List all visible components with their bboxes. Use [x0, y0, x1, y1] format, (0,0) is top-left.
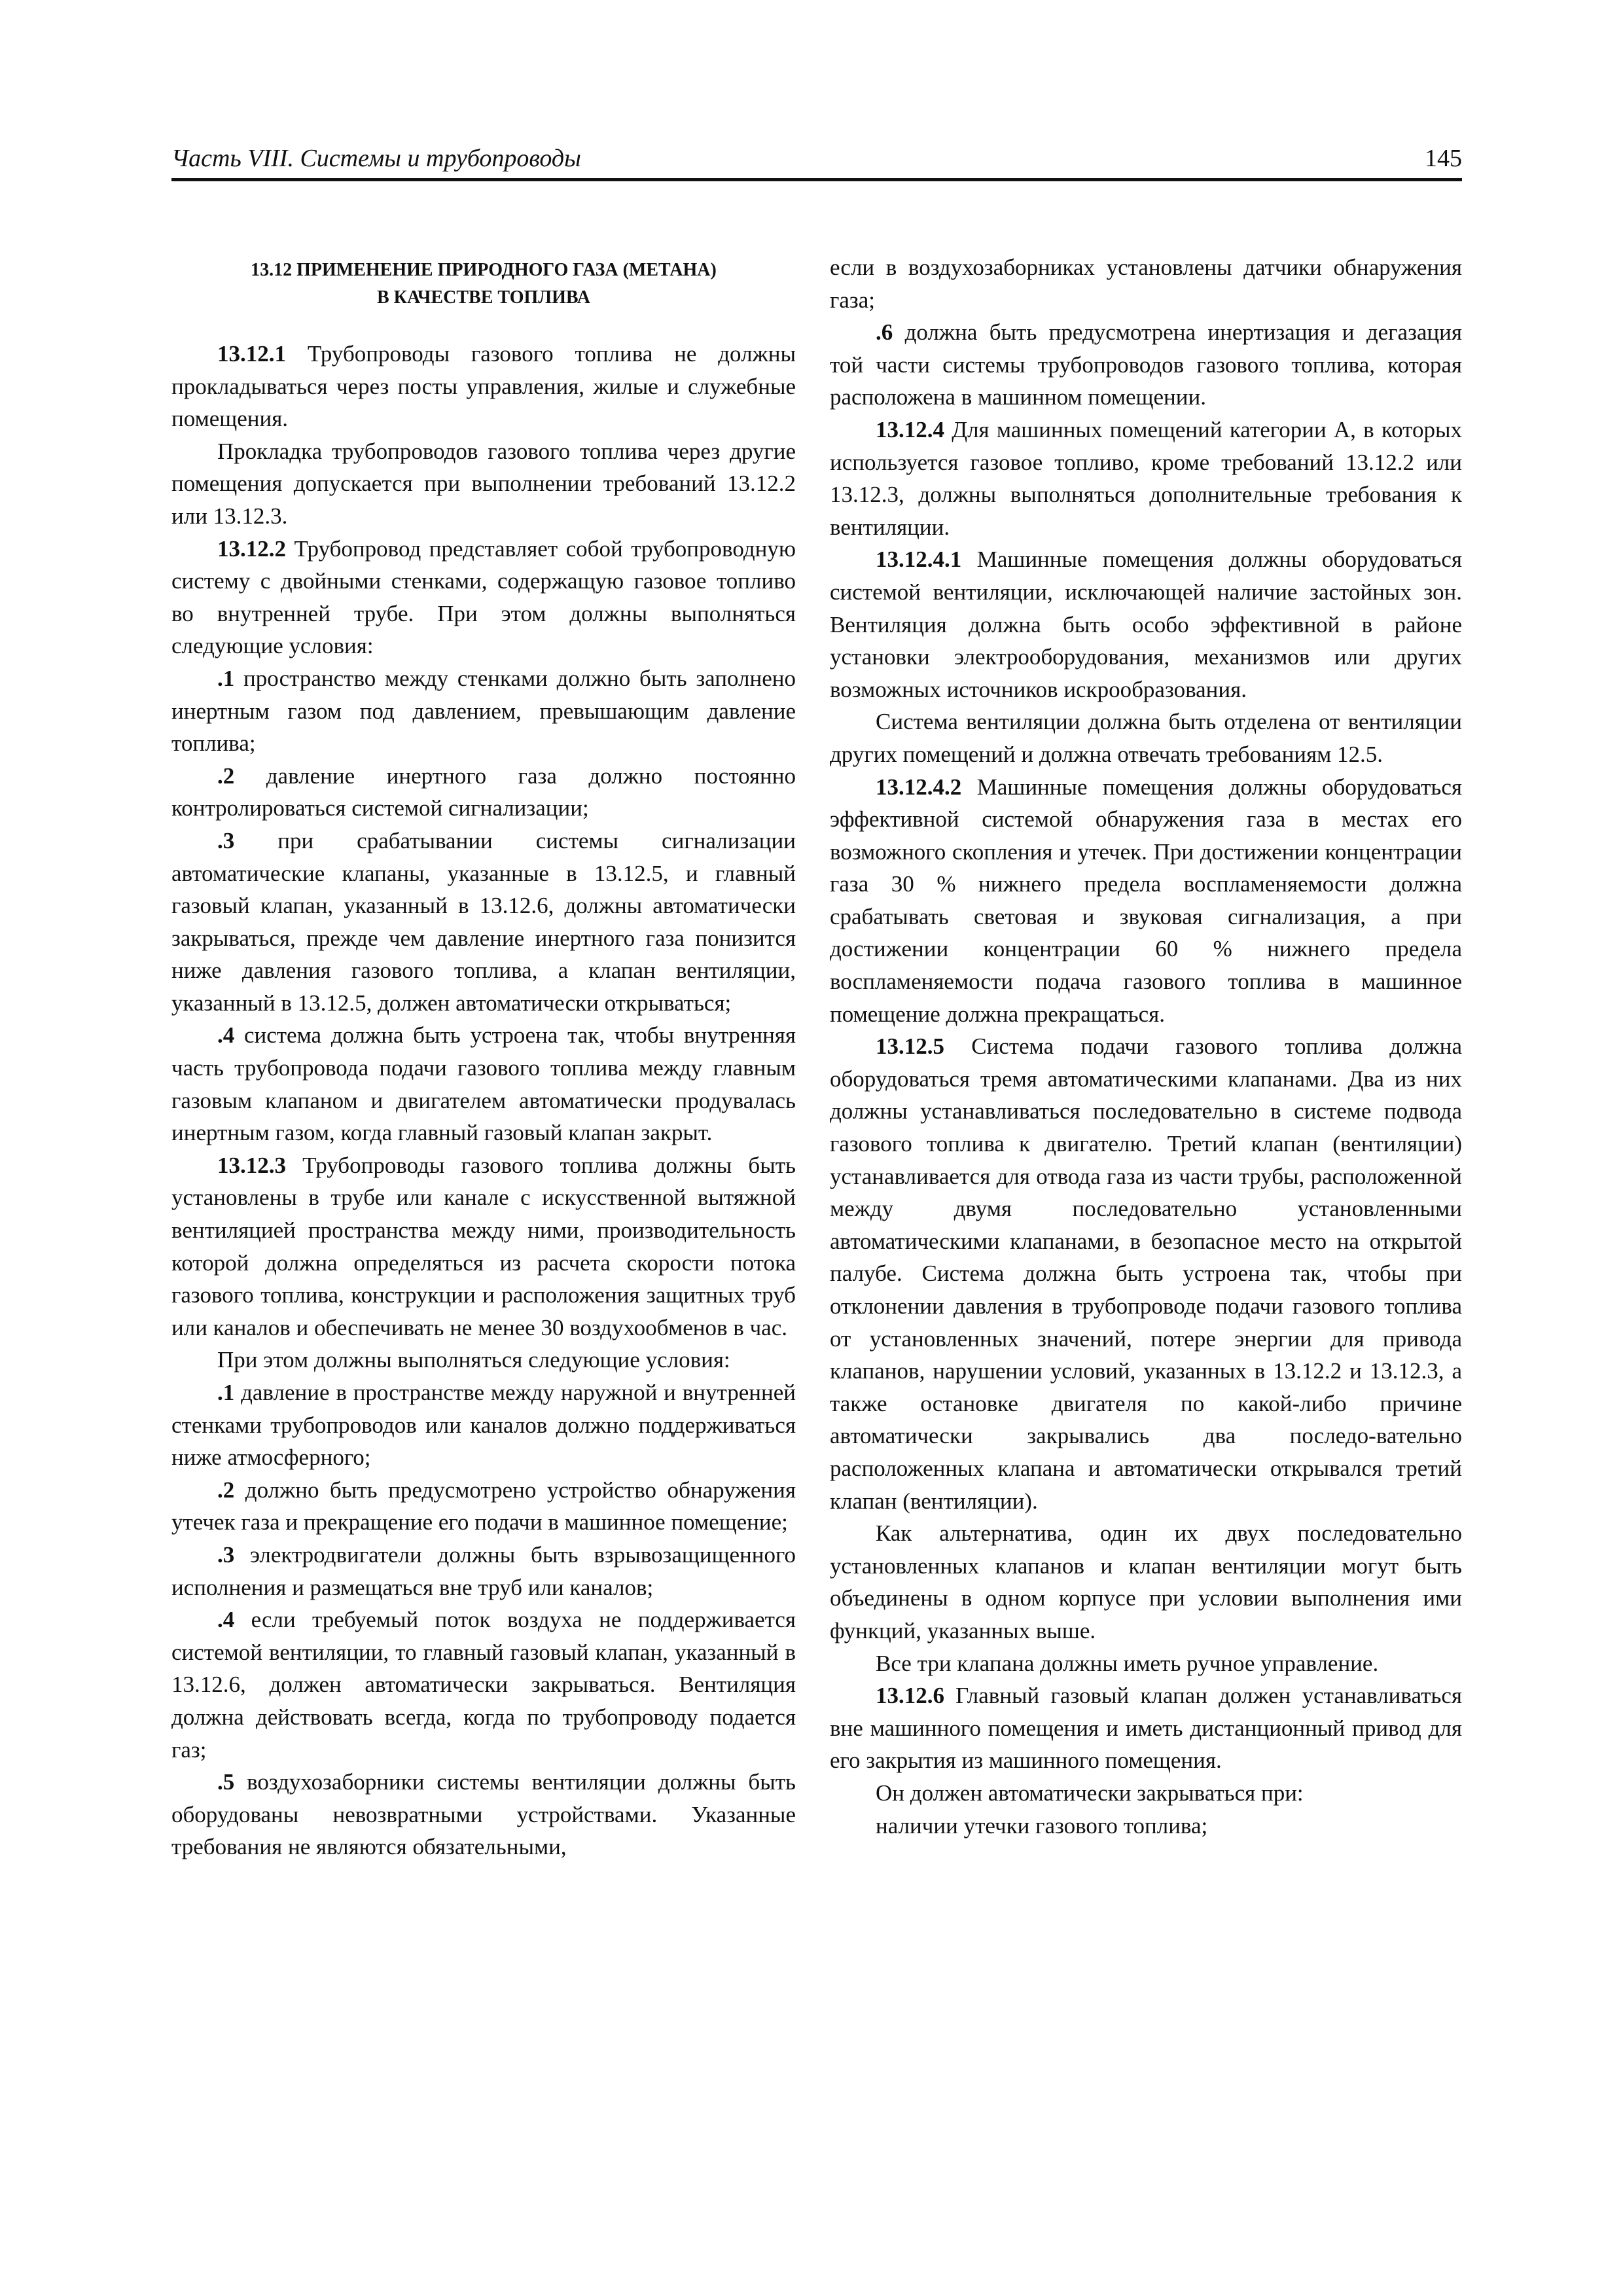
paragraph [171, 1474, 796, 1539]
clause-number: .4 [217, 1607, 235, 1633]
paragraph [830, 251, 1462, 316]
clause-number: .1 [217, 665, 235, 691]
left-column [171, 257, 796, 1863]
clause-number: 13.12.1 [217, 341, 286, 367]
clause-number: .3 [217, 827, 235, 853]
paragraph [830, 1679, 1462, 1777]
paragraph [830, 771, 1462, 1031]
paragraph-text: должно быть предусмотрено устройство обнаружения утечек газа и прекращение его подачи в машинное помещение; [171, 1477, 796, 1535]
paragraph-text: если требуемый поток воздуха не поддерживается системой вентиляции, то главный газовый клапан, указанный в 13.12.6, должен автоматически закрываться. Вентиляция должна действовать всегда, когда по трубопроводу подается газ; [171, 1607, 796, 1763]
section-title [171, 257, 796, 312]
paragraph-text: Система вентиляции должна быть отделена от вентиляции других помещений и должна отвечать требованиям 12.5. [830, 709, 1462, 767]
paragraph [830, 1777, 1462, 1810]
clause-number: 13.12.6 [876, 1683, 944, 1709]
paragraph [171, 338, 796, 435]
paragraph-text: давление в пространстве между наружной и внутренней стенками трубопроводов или каналов должно поддерживаться ниже атмосферного; [171, 1380, 796, 1471]
paragraph-text: Для машинных помещений категории А, в которых используется газовое топливо, кроме требований 13.12.2 или 13.12.3, должны выполняться дополнительные требования к вентиляции. [830, 416, 1462, 540]
clause-number: 13.12.4.2 [876, 774, 962, 800]
right-paragraphs [830, 251, 1462, 1842]
paragraph-text: если в воздухозаборниках установлены датчики обнаружения газа; [830, 255, 1462, 313]
clause-number: 13.12.4 [876, 416, 944, 442]
paragraph [830, 414, 1462, 543]
clause-number: .3 [217, 1541, 235, 1568]
paragraph [171, 662, 796, 760]
paragraph-text: Прокладка трубопроводов газового топлива через другие помещения допускается при выполнении требований 13.12.2 или 13.12.3. [171, 438, 796, 529]
paragraph-text: Трубопроводы газового топлива должны быть установлены в трубе или канале с искусственной вытяжной вентиляцией пространства между ними, производительность которой должна определяться из расчета скорости потока газового топлива, конструкции и расположения защитных труб или каналов и обеспечивать не менее 30 воздухообменов в час. [171, 1152, 796, 1340]
paragraph [171, 825, 796, 1020]
paragraph [830, 1030, 1462, 1517]
page-number: 145 [1425, 145, 1462, 172]
paragraph-text: при срабатывании системы сигнализации автоматические клапаны, указанные в 13.12.5, и главный газовый клапан, указанный в 13.12.6, должны автоматически закрываться, прежде чем давление инертного газа понизится ниже давления газового топлива, а клапан вентиляции, указанный в 13.12.5, должен автоматически открываться; [171, 827, 796, 1016]
clause-number: .5 [217, 1769, 235, 1795]
section-title-line2: В КАЧЕСТВЕ ТОПЛИВА [376, 287, 591, 308]
paragraph-text: Как альтернатива, один их двух последовательно установленных клапанов и клапан вентиляции могут быть объединены в одном корпусе при условии выполнения ими функций, указанных выше. [830, 1520, 1462, 1643]
paragraph [830, 706, 1462, 770]
right-column [830, 251, 1462, 1842]
paragraph [830, 1517, 1462, 1647]
paragraph [171, 1376, 796, 1474]
paragraph-text: пространство между стенками должно быть заполнено инертным газом под давлением, превышающим давление топлива; [171, 665, 796, 757]
paragraph-text: электродвигатели должны быть взрывозащищенного исполнения и размещаться вне труб или каналов; [171, 1541, 796, 1600]
paragraph-text: Система подачи газового топлива должна оборудоваться тремя автоматическими клапанами. Два из них должны устанавливаться последовательно в системе подвода газового топлива к двигателю. Третий клапан (вентиляции) устанавливается для отвода газа из части трубы, расположенной между двумя последовательно установленными автоматическими клапанами, в безопасное место на открытой палубе. Система должна быть устроена так, чтобы при отклонении давления в трубопроводе подачи газового топлива от установленных значений, потере энергии для привода клапанов, нарушении условий, указанных в 13.12.2 и 13.12.3, а также остановке двигателя по какой-либо причине автоматически закрывались два последо-вательно расположенных клапана и автоматически открывался третий клапан (вентиляции). [830, 1033, 1462, 1514]
clause-number: .2 [217, 762, 235, 789]
clause-number: 13.12.2 [217, 535, 286, 562]
paragraph-text: система должна быть устроена так, чтобы внутренняя часть трубопровода подачи газового топлива между главным газовым клапаном и двигателем автоматически продувалась инертным газом, когда главный газовый клапан закрыт. [171, 1022, 796, 1146]
paragraph-text: Все три клапана должны иметь ручное управление. [876, 1650, 1379, 1676]
clause-number: .6 [876, 319, 893, 346]
paragraph [830, 1810, 1462, 1842]
header-title: Часть VIII. Системы и трубопроводы [171, 145, 581, 172]
paragraph [171, 1344, 796, 1376]
paragraph-text: Машинные помещения должны оборудоваться системой вентиляции, исключающей наличие застойных зон. Вентиляция должна быть особо эффективной в районе установки электрооборудования, механизмов или других возможных источников искрообразования. [830, 547, 1462, 702]
paragraph-text: воздухозаборники системы вентиляции должны быть оборудованы невозвратными устройствами. Указанные требования не являются обязательными, [171, 1769, 796, 1860]
paragraph [830, 316, 1462, 414]
paragraph-text: давление инертного газа должно постоянно контролироваться системой сигнализации; [171, 762, 796, 821]
paragraph [171, 1539, 796, 1604]
paragraph-text: Трубопроводы газового топлива не должны прокладываться через посты управления, жилые и служебные помещения. [171, 341, 796, 432]
paragraph [171, 1766, 796, 1863]
paragraph [830, 543, 1462, 706]
paragraph [171, 435, 796, 533]
paragraph-text: Он должен автоматически закрываться при: [876, 1780, 1304, 1806]
paragraph [171, 1149, 796, 1344]
running-header [171, 139, 1462, 178]
paragraph [171, 1019, 796, 1149]
paragraph-text: должна быть предусмотрена инертизация и дегазация той части системы трубопроводов газового топлива, которая расположена в машинном помещении. [830, 319, 1462, 410]
paragraph-text: Главный газовый клапан должен устанавливаться вне машинного помещения и иметь дистанционный привод для его закрытия из машинного помещения. [830, 1683, 1462, 1774]
clause-number: .1 [217, 1380, 235, 1405]
clause-number: 13.12.5 [876, 1033, 944, 1060]
paragraph-text: наличии утечки газового топлива; [876, 1812, 1208, 1839]
paragraph-text: Машинные помещения должны оборудоваться эффективной системой обнаружения газа в местах его возможного скопления и утечек. При достижении концентрации газа 30 % нижнего предела воспламеняемости должна срабатывать световая и звуковая сигнализация, а при достижении концентрации 60 % нижнего предела воспламеняемости подача газового топлива в машинное помещение должна прекращаться. [830, 774, 1462, 1027]
paragraph [171, 760, 796, 825]
clause-number: 13.12.3 [217, 1152, 286, 1178]
clause-number: 13.12.4.1 [876, 547, 962, 573]
clause-number: .4 [217, 1022, 235, 1049]
paragraph [830, 1647, 1462, 1680]
paragraph-text: При этом должны выполняться следующие условия: [217, 1347, 730, 1373]
left-paragraphs [171, 338, 796, 1863]
paragraph [171, 1604, 796, 1766]
clause-number: .2 [217, 1477, 235, 1503]
paragraph-text: Трубопровод представляет собой трубопроводную систему с двойными стенками, содержащую газовое топливо во внутренней трубе. При этом должны выполняться следующие условия: [171, 535, 796, 659]
paragraph [171, 533, 796, 662]
header-rule [171, 178, 1462, 181]
section-title-line1: 13.12 ПРИМЕНЕНИЕ ПРИРОДНОГО ГАЗА (МЕТАНА) [251, 260, 717, 280]
